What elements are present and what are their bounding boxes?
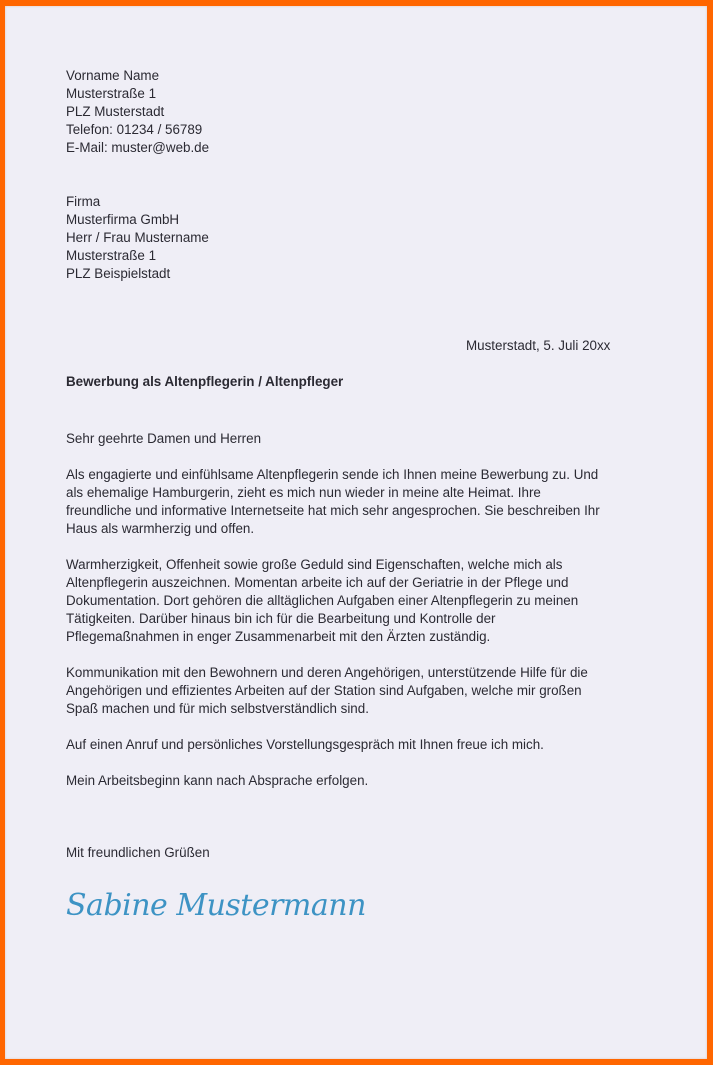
sender-name: Vorname Name	[66, 68, 160, 83]
letter-page	[5, 6, 707, 1059]
paragraph-line: Haus als warmherzig und offen.	[66, 521, 255, 536]
sender-city: PLZ Musterstadt	[66, 104, 165, 119]
paragraph-line: als ehemalige Hamburgerin, zieht es mich nun wieder in meine alte Heimat. Ihre	[66, 485, 541, 500]
salutation: Sehr geehrte Damen und Herren	[66, 431, 262, 446]
handwritten-signature	[64, 879, 366, 929]
sender-email: E-Mail: muster@web.de	[66, 140, 210, 155]
paragraph-interview	[66, 736, 646, 754]
sender-address	[66, 67, 209, 157]
paragraph-tasks	[66, 664, 646, 718]
paragraph-line: Mein Arbeitsbeginn kann nach Absprache erfolgen.	[66, 773, 369, 788]
letter-date: Musterstadt, 5. Juli 20xx	[466, 338, 611, 353]
signature-image	[64, 879, 366, 929]
paragraph-qualities	[66, 556, 646, 646]
letter-subject: Bewerbung als Altenpflegerin / Altenpfleger	[66, 374, 344, 389]
paragraph-intro	[66, 466, 646, 538]
sender-phone: Telefon: 01234 / 56789	[66, 122, 203, 137]
sender-street: Musterstraße 1	[66, 86, 157, 101]
paragraph-line: freundliche und informative Internetseite hat mich sehr angesprochen. Sie beschreiben Ihr	[66, 503, 600, 518]
paragraph-line: Angehörigen und effizientes Arbeiten auf der Station sind Aufgaben, welche mir großen	[66, 683, 582, 698]
recipient-label: Firma	[66, 194, 101, 209]
paragraph-line: Altenpflegerin auszeichnen. Momentan arbeite ich auf der Geriatrie in der Pflege und	[66, 575, 569, 590]
paragraph-line: Dokumentation. Dort gehören die alltäglichen Aufgaben einer Altenpflegerin zu meinen	[66, 593, 579, 608]
closing-phrase: Mit freundlichen Grüßen	[66, 845, 210, 860]
paragraph-line: Warmherzigkeit, Offenheit sowie große Geduld sind Eigenschaften, welche mich als	[66, 557, 563, 572]
signature-text: Sabine Mustermann	[66, 888, 366, 923]
paragraph-line: Kommunikation mit den Bewohnern und deren Angehörigen, unterstützende Hilfe für die	[66, 665, 588, 680]
recipient-address	[66, 193, 209, 283]
paragraph-line: Pflegemaßnahmen in enger Zusammenarbeit mit den Ärzten zuständig.	[66, 629, 491, 644]
paragraph-line: Auf einen Anruf und persönliches Vorstellungsgespräch mit Ihnen freue ich mich.	[66, 737, 544, 752]
paragraph-line: Tätigkeiten. Darüber hinaus bin ich für die Bearbeitung und Kontrolle der	[66, 611, 496, 626]
paragraph-start-date	[66, 772, 646, 790]
recipient-company: Musterfirma GmbH	[66, 212, 180, 227]
recipient-city: PLZ Beispielstadt	[66, 266, 171, 281]
paragraph-line: Als engagierte und einfühlsame Altenpflegerin sende ich Ihnen meine Bewerbung zu. Und	[66, 467, 599, 482]
paragraph-line: Spaß machen und für mich selbstverständlich sind.	[66, 701, 369, 716]
recipient-street: Musterstraße 1	[66, 248, 157, 263]
recipient-contact: Herr / Frau Mustername	[66, 230, 209, 245]
